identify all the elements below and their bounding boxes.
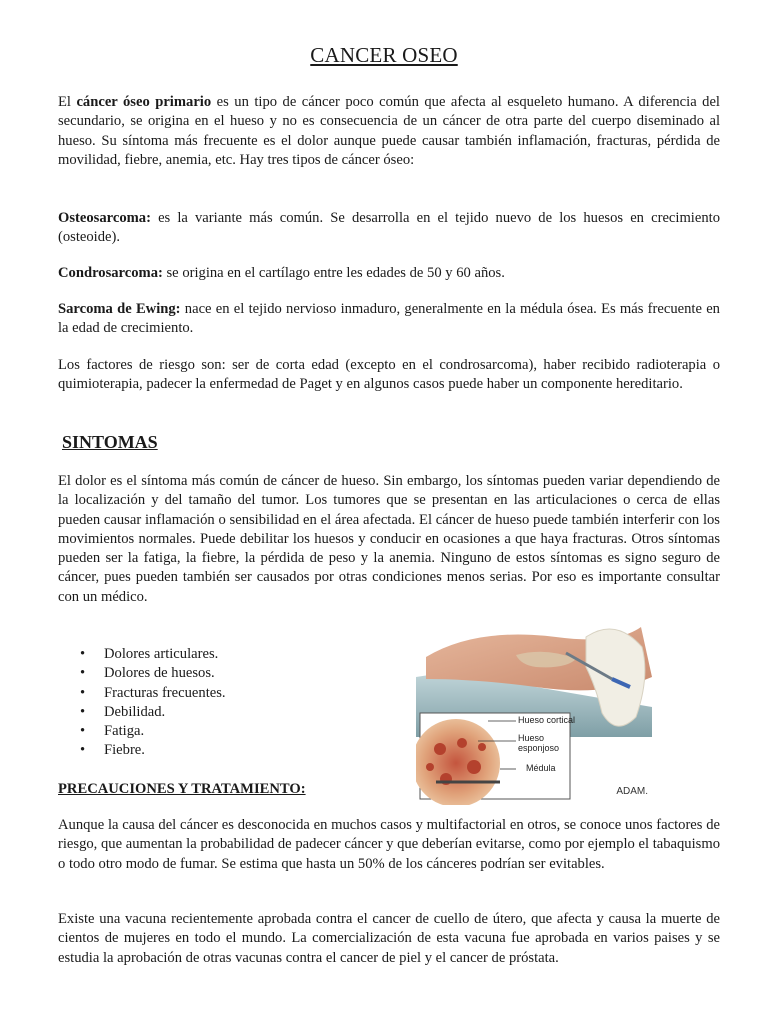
list-item: • Dolores de huesos. [58, 664, 226, 683]
bullet-icon: • [80, 665, 86, 682]
list-item: • Fracturas frecuentes. [58, 684, 226, 703]
figure-label-cortical: Hueso cortical [518, 715, 576, 725]
type-text: es la variante más común. Se desarrolla en el tejido nuevo de los huesos en crecimiento (osteoide). [58, 210, 720, 246]
bullet-icon: • [80, 723, 86, 740]
figure-label-spongy: Hueso esponjoso [518, 733, 560, 753]
type-name: Sarcoma de Ewing: [58, 301, 181, 317]
list-item: • Dolores articulares. [58, 645, 226, 664]
treatment-paragraph-2: Existe una vacuna recientemente aprobada contra el cancer de cuello de útero, que afecta y causa la muerte de cientos de mujeres en todo el mundo. La comercialización de esta vacuna fue aprobada en varios paises y se estudia la aprobación de otras vacunas contra el cancer de piel y el cancer de próstata. [58, 911, 720, 966]
list-item: • Fatiga. [58, 722, 226, 741]
symptoms-heading: SINTOMAS [62, 432, 158, 452]
figure-label-marrow: Médula [526, 763, 556, 773]
symptoms-list [58, 645, 226, 761]
treatment-paragraph-1: Aunque la causa del cáncer es desconocida en muchos casos y multifactorial en otros, se conoce unos factores de riesgo, que aumentan la probabilidad de padecer cáncer y que deberían evitarse, como por ejemplo el tabaquismo o todo otro modo de fumar. Se estima que hasta un 50% de los cánceres podrían ser evitables. [58, 817, 720, 872]
bullet-icon: • [80, 703, 86, 720]
intro-paragraph [58, 93, 720, 170]
type-osteosarcoma [58, 209, 720, 248]
treatment-heading: PRECAUCIONES Y TRATAMIENTO: [58, 781, 306, 797]
type-name: Condrosarcoma: [58, 265, 163, 281]
symptoms-paragraph: El dolor es el síntoma más común de cáncer de hueso. Sin embargo, los síntomas pueden variar dependiendo de la localización y del tamaño del tumor. Los tumores que se presentan en las articulaciones o cerca de ellas pueden causar inflamación o sensibilidad en el área afectada. El cáncer de hueso puede también interferir con los movimientos normales. Puede debilitar los huesos y conducir en ocasiones a que haya fracturas. Otros síntomas pueden ser la fatiga, la fiebre, la pérdida de peso y la anemia. Ninguno de estos síntomas es signo seguro de cáncer, pues pueden también ser causados por otras condiciones menos serias. Por eso es importante consultar con un médico. [58, 473, 720, 605]
type-ewing [58, 300, 720, 339]
type-condrosarcoma [58, 264, 720, 283]
bullet-icon: • [80, 684, 86, 701]
adam-logo: ADAM. [616, 785, 648, 797]
bone-biopsy-illustration [416, 617, 652, 805]
intro-prefix: El [58, 94, 77, 110]
list-item: • Debilidad. [58, 703, 226, 722]
illustration-graphic [416, 617, 652, 805]
intro-bold-term: cáncer óseo primario [76, 94, 212, 110]
risk-factors-paragraph: Los factores de riesgo son: ser de corta edad (excepto en el condrosarcoma), haber recibido radioterapia o quimioterapia, padecer la enfermedad de Paget y en algunos casos puede haber un componente hereditario. [58, 357, 720, 393]
type-name: Osteosarcoma: [58, 210, 151, 226]
type-text: nace en el tejido nervioso inmaduro, generalmente en la médula ósea. Es más frecuente en la edad de crecimiento. [58, 301, 720, 337]
page-title: CANCER OSEO [310, 43, 458, 67]
intro-text: es un tipo de cáncer poco común que afecta al esqueleto humano. A diferencia del secundario, se origina en el hueso y no es consecuencia de un cáncer de otra parte del cuerpo diseminado al hueso. Su síntoma más frecuente es el dolor aunque puede causar también inflamación, fracturas, pérdida de movilidad, fiebre, anemia, etc. Hay tres tipos de cáncer óseo: [58, 94, 720, 168]
type-text: se origina en el cartílago entre les edades de 50 y 60 años. [162, 265, 505, 281]
bullet-icon: • [80, 742, 86, 759]
list-item: • Fiebre. [58, 741, 226, 760]
bullet-icon: • [80, 646, 86, 662]
